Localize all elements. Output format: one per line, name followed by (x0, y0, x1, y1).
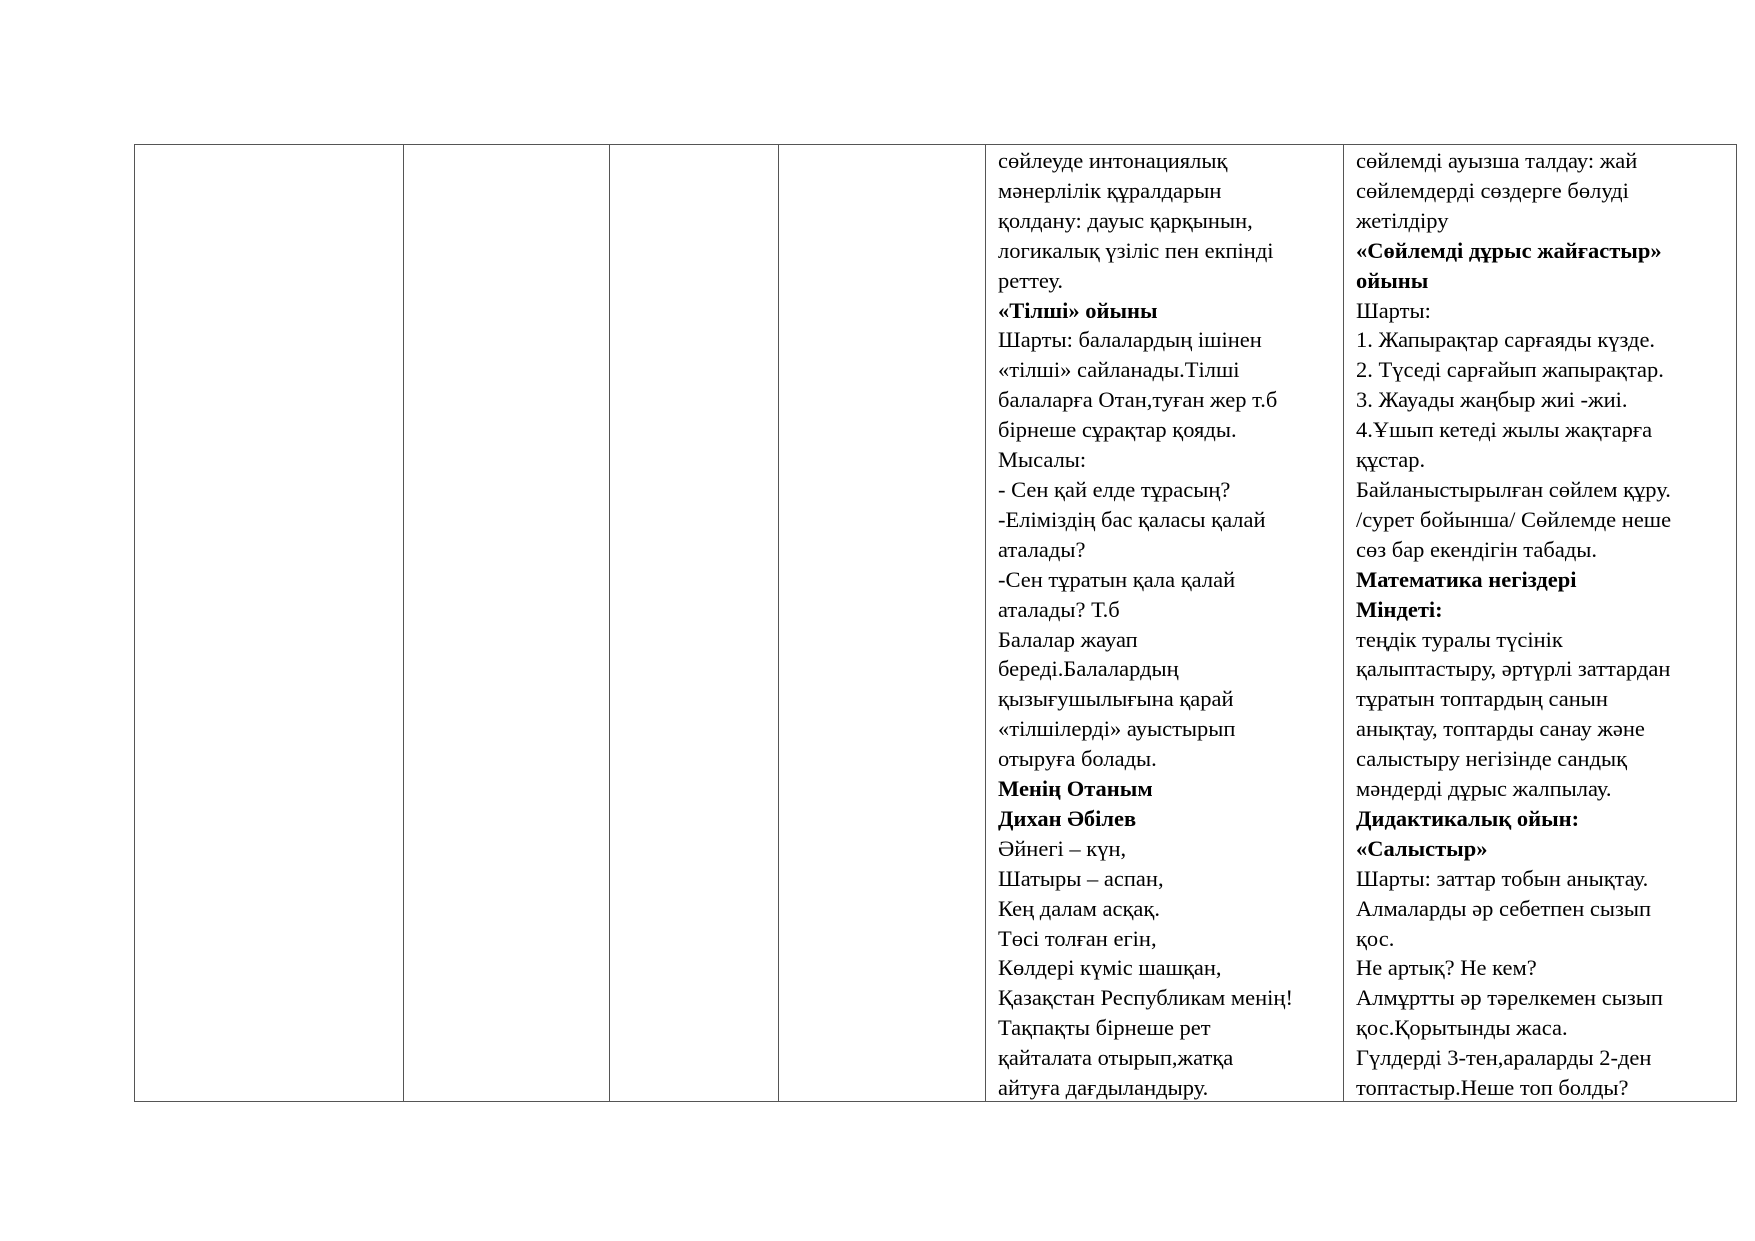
col6-line: 4.Ұшып кетеді жылы жақтарға (1356, 417, 1653, 443)
col5-line: отыруға болады. (998, 746, 1157, 772)
col6-line: «Салыстыр» (1356, 835, 1488, 861)
table-cell-1 (135, 145, 404, 1101)
col5-line: логикалық үзіліс пен екпінді (998, 237, 1274, 263)
table-cell-5 (986, 145, 1344, 1101)
col5-line: айтуға дағдыландыру. (998, 1075, 1209, 1101)
col5-line: Шатыры – аспан, (998, 865, 1164, 891)
col6-line: Шарты: (1356, 297, 1431, 323)
col5-line: -Еліміздің бас қаласы қалай (998, 506, 1266, 532)
col6-line: қос.Қорытынды жаса. (1356, 1015, 1568, 1041)
col6-line: ойыны (1356, 267, 1429, 293)
col5-line: - Сен қай елде тұрасың? (998, 476, 1231, 502)
table-cell-4 (779, 145, 986, 1101)
col5-line: Мысалы: (998, 447, 1087, 473)
col5-line: реттеу. (998, 267, 1063, 293)
col6-line: Шарты: заттар тобын анықтау. (1356, 865, 1649, 891)
col6-line: теңдік туралы түсінік (1356, 626, 1563, 652)
col6-line: «Сөйлемді дұрыс жайғастыр» (1356, 237, 1662, 263)
col5-line: сөйлеуде интонациялық (998, 148, 1228, 173)
col5-line: Менің Отаным (998, 776, 1153, 802)
col5-line: Көлдері күміс шашқан, (998, 955, 1222, 981)
col6-line: Міндеті: (1356, 596, 1443, 622)
col5-line: қолдану: дауыс қарқынын, (998, 207, 1253, 233)
col5-line: мәнерлілік құралдарын (998, 177, 1222, 203)
col6-line: Дидактикалық ойын: (1356, 805, 1580, 831)
col5-line: Төсі толған егін, (998, 925, 1157, 951)
col6-line: тұратын топтардың санын (1356, 686, 1608, 712)
table-cell-2 (404, 145, 610, 1101)
col5-line: аталады? Т.б (998, 596, 1120, 622)
col6-line: құстар. (1356, 447, 1426, 473)
col6-line: 1. Жапырақтар сарғаяды күзде. (1356, 327, 1656, 353)
col6-line: топтастыр.Неше топ болды? (1356, 1075, 1629, 1101)
col5-line: «Тілші» ойыны (998, 297, 1158, 323)
literacy-math-text (1356, 146, 1730, 1103)
col5-line: береді.Балалардың (998, 656, 1179, 682)
col5-line: «тілші» сайланады.Тілші (998, 357, 1240, 383)
col5-line: -Сен тұратын қала қалай (998, 566, 1236, 592)
col6-line: сөйлемді ауызша талдау: жай (1356, 148, 1638, 173)
col6-line: Алмаларды әр себетпен сызып (1356, 895, 1652, 921)
speech-development-text (998, 146, 1335, 1103)
col5-line: қайталата отырып,жатқа (998, 1045, 1234, 1071)
col5-line: балаларға Отан,туған жер т.б (998, 387, 1278, 413)
col6-line: сөйлемдерді сөздерге бөлуді (1356, 177, 1629, 203)
col5-line: Дихан Әбілев (998, 805, 1137, 831)
lesson-plan-table (134, 144, 1737, 1102)
table-cell-6 (1344, 145, 1736, 1101)
table-cell-3 (610, 145, 779, 1101)
col6-line: мәндерді дұрыс жалпылау. (1356, 776, 1612, 802)
col5-line: Қазақстан Республикам менің! (998, 985, 1293, 1011)
col5-line: Әйнегі – күн, (998, 835, 1127, 861)
col5-line: Балалар жауап (998, 626, 1138, 652)
col6-line: жетілдіру (1356, 207, 1449, 233)
col6-line: сөз бар екендігін табады. (1356, 536, 1598, 562)
col6-line: салыстыру негізінде сандық (1356, 746, 1628, 772)
col6-line: Математика негіздері (1356, 566, 1577, 592)
col5-line: Кең далам асқақ. (998, 895, 1160, 921)
col5-line: аталады? (998, 536, 1086, 562)
col6-line: Не артық? Не кем? (1356, 955, 1537, 981)
col5-line: Тақпақты бірнеше рет (998, 1015, 1211, 1041)
col6-line: қалыптастыру, әртүрлі заттардан (1356, 656, 1671, 682)
col6-line: анықтау, топтарды санау және (1356, 716, 1645, 742)
col6-line: Алмұртты әр тәрелкемен сызып (1356, 985, 1663, 1011)
col6-line: 2. Түседі сарғайып жапырақтар. (1356, 357, 1664, 383)
col6-line: /сурет бойынша/ Сөйлемде неше (1356, 506, 1672, 532)
col5-line: бірнеше сұрақтар қояды. (998, 417, 1237, 443)
col6-line: 3. Жауады жаңбыр жиі -жиі. (1356, 387, 1628, 413)
col5-line: Шарты: балалардың ішінен (998, 327, 1262, 353)
col5-line: қызығушылығына қарай (998, 686, 1234, 712)
col5-line: «тілшілерді» ауыстырып (998, 716, 1236, 742)
col6-line: қос. (1356, 925, 1395, 951)
col6-line: Байланыстырылған сөйлем құру. (1356, 476, 1671, 502)
col6-line: Гүлдерді 3-тен,араларды 2-ден (1356, 1045, 1652, 1071)
